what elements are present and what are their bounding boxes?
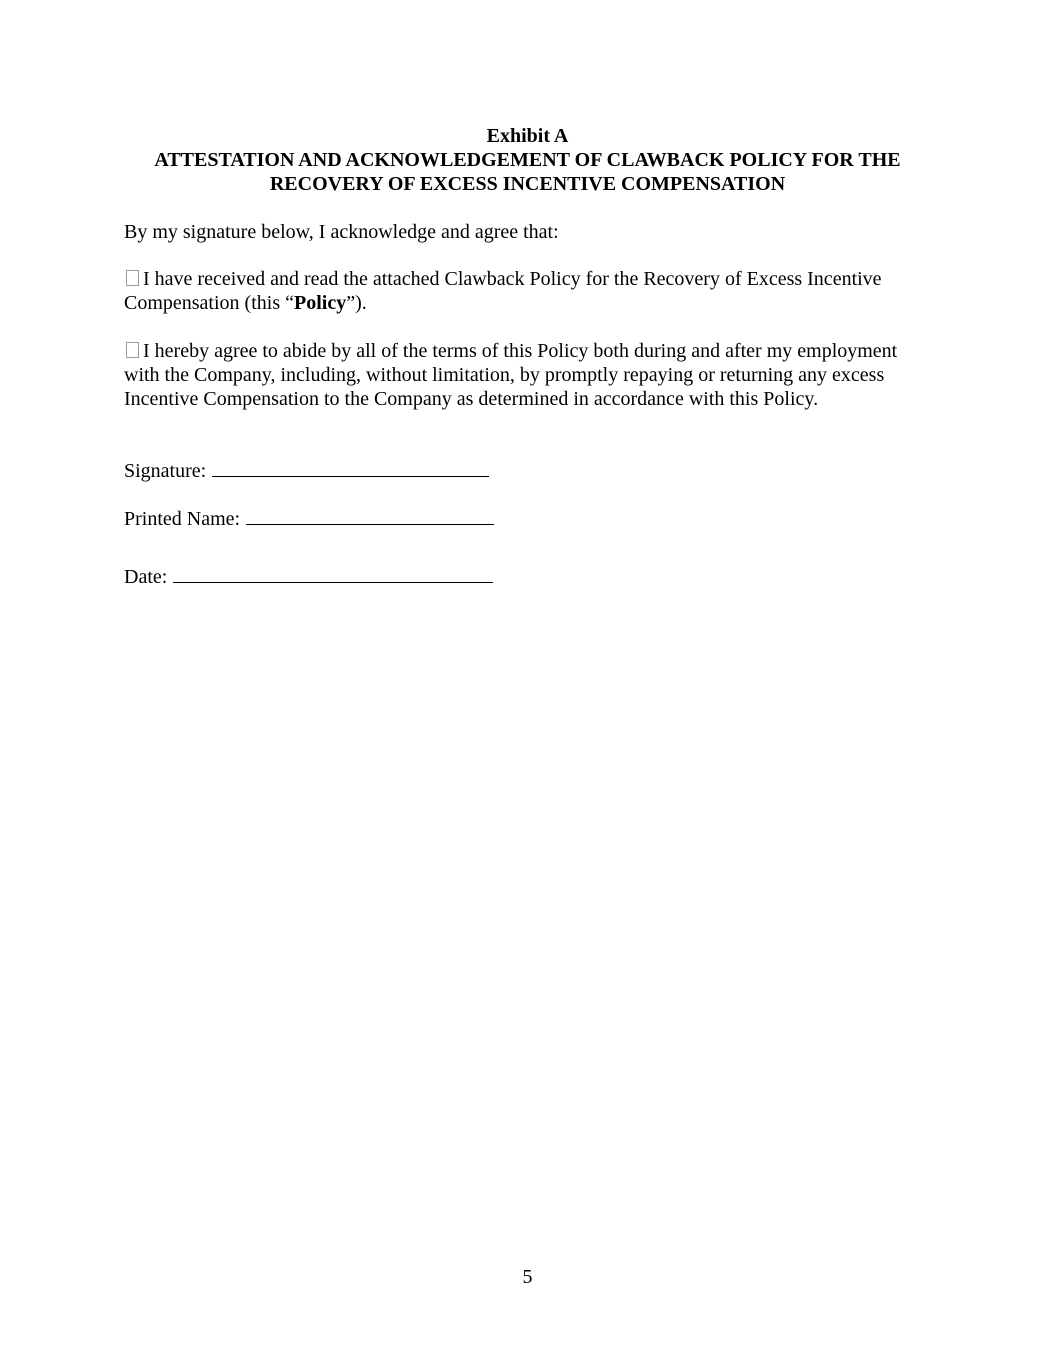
heading-line-3: RECOVERY OF EXCESS INCENTIVE COMPENSATION <box>269 173 786 195</box>
item-2-line-3: Incentive Compensation to the Company as determined in accordance with this Policy. <box>124 388 819 410</box>
printed-name-label: Printed Name: <box>124 508 241 530</box>
item-1-line-2-end: ”). <box>346 292 367 314</box>
item-1-line-2-start: Compensation (this “ <box>124 292 294 314</box>
signature-label: Signature: <box>124 460 207 482</box>
acknowledgement-item-received <box>124 267 944 315</box>
acknowledgement-item-agree <box>124 339 944 411</box>
intro-paragraph: By my signature below, I acknowledge and agree that: <box>124 221 559 243</box>
item-2-line-1: I hereby agree to abide by all of the terms of this Policy both during and after my employment <box>143 340 898 362</box>
exhibit-heading <box>124 124 931 196</box>
date-line[interactable] <box>173 564 493 583</box>
checkbox-icon[interactable] <box>126 270 139 286</box>
item-1-line-1: I have received and read the attached Clawback Policy for the Recovery of Excess Incentive <box>143 268 882 290</box>
signature-field <box>124 458 489 483</box>
heading-line-2: ATTESTATION AND ACKNOWLEDGEMENT OF CLAWBACK POLICY FOR THE <box>154 149 901 171</box>
date-field <box>124 564 493 589</box>
page-number: 5 <box>522 1266 533 1288</box>
checkbox-icon[interactable] <box>126 342 139 358</box>
printed-name-line[interactable] <box>246 506 494 525</box>
exhibit-title: Exhibit A <box>486 125 569 147</box>
printed-name-field <box>124 506 494 531</box>
policy-defined-term: Policy <box>293 292 347 314</box>
date-label: Date: <box>124 566 168 588</box>
item-2-line-2: with the Company, including, without limitation, by promptly repaying or returning any excess <box>124 364 885 386</box>
signature-line[interactable] <box>212 458 489 477</box>
